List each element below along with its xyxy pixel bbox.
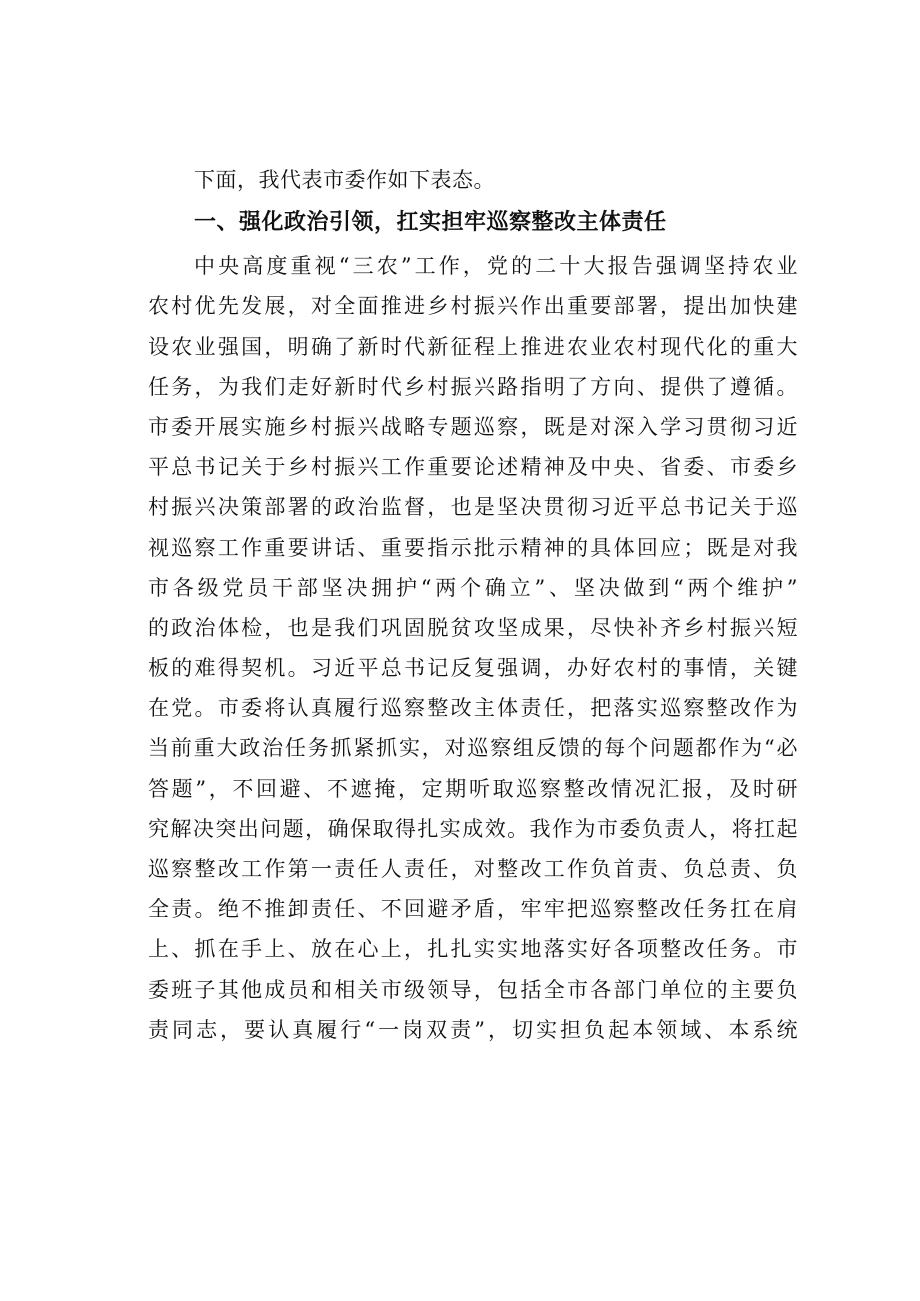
body-line: 平总书记关于乡村振兴工作重要论述精神及中央、省委、市委乡 [148, 455, 798, 480]
body-line: 上、抓在手上、放在心上，扎扎实实地落实好各项整改任务。市 [148, 937, 798, 962]
body-line: 市各级党员干部坚决拥护“两个确立”、坚决做到“两个维护” [148, 575, 798, 600]
body-line: 的政治体检，也是我们巩固脱贫攻坚成果，尽快补齐乡村振兴短 [148, 615, 798, 640]
body-paragraph [148, 246, 798, 1050]
section-heading: 一、强化政治引领，扛实担牢巡察整改主体责任 [194, 210, 667, 236]
body-line: 板的难得契机。习近平总书记反复强调，办好农村的事情，关键 [148, 656, 798, 681]
body-line: 农村优先发展，对全面推进乡村振兴作出重要部署，提出加快建 [148, 294, 798, 319]
body-line: 当前重大政治任务抓紧抓实，对巡察组反馈的每个问题都作为“必 [148, 736, 798, 761]
body-line: 究解决突出问题，确保取得扎实成效。我作为市委负责人，将扛起 [148, 816, 798, 841]
body-line: 委班子其他成员和相关市级领导，包括全市各部门单位的主要负 [148, 977, 798, 1002]
body-line: 村振兴决策部署的政治监督，也是坚决贯彻习近平总书记关于巡 [148, 495, 798, 520]
document-content [148, 160, 798, 1050]
body-line: 全责。绝不推卸责任、不回避矛盾，牢牢把巡察整改任务扛在肩 [148, 897, 798, 922]
body-line: 中央高度重视“三农”工作，党的二十大报告强调坚持农业 [194, 254, 798, 279]
body-line: 在党。市委将认真履行巡察整改主体责任，把落实巡察整改作为 [148, 696, 798, 721]
intro-paragraph: 下面，我代表市委作如下表态。 [194, 168, 495, 192]
body-line: 巡察整改工作第一责任人责任，对整改工作负首责、负总责、负 [148, 857, 798, 882]
body-line: 答题”，不回避、不遮掩，定期听取巡察整改情况汇报，及时研 [148, 776, 798, 801]
body-line: 视巡察工作重要讲话、重要指示批示精神的具体回应；既是对我 [148, 535, 798, 560]
body-line: 市委开展实施乡村振兴战略专题巡察，既是对深入学习贯彻习近 [148, 414, 798, 439]
body-line: 责同志，要认真履行“一岗双责”，切实担负起本领域、本系统 [148, 1017, 798, 1042]
body-line: 设农业强国，明确了新时代新征程上推进农业农村现代化的重大 [148, 334, 798, 359]
body-line: 任务，为我们走好新时代乡村振兴路指明了方向、提供了遵循。 [148, 374, 798, 399]
